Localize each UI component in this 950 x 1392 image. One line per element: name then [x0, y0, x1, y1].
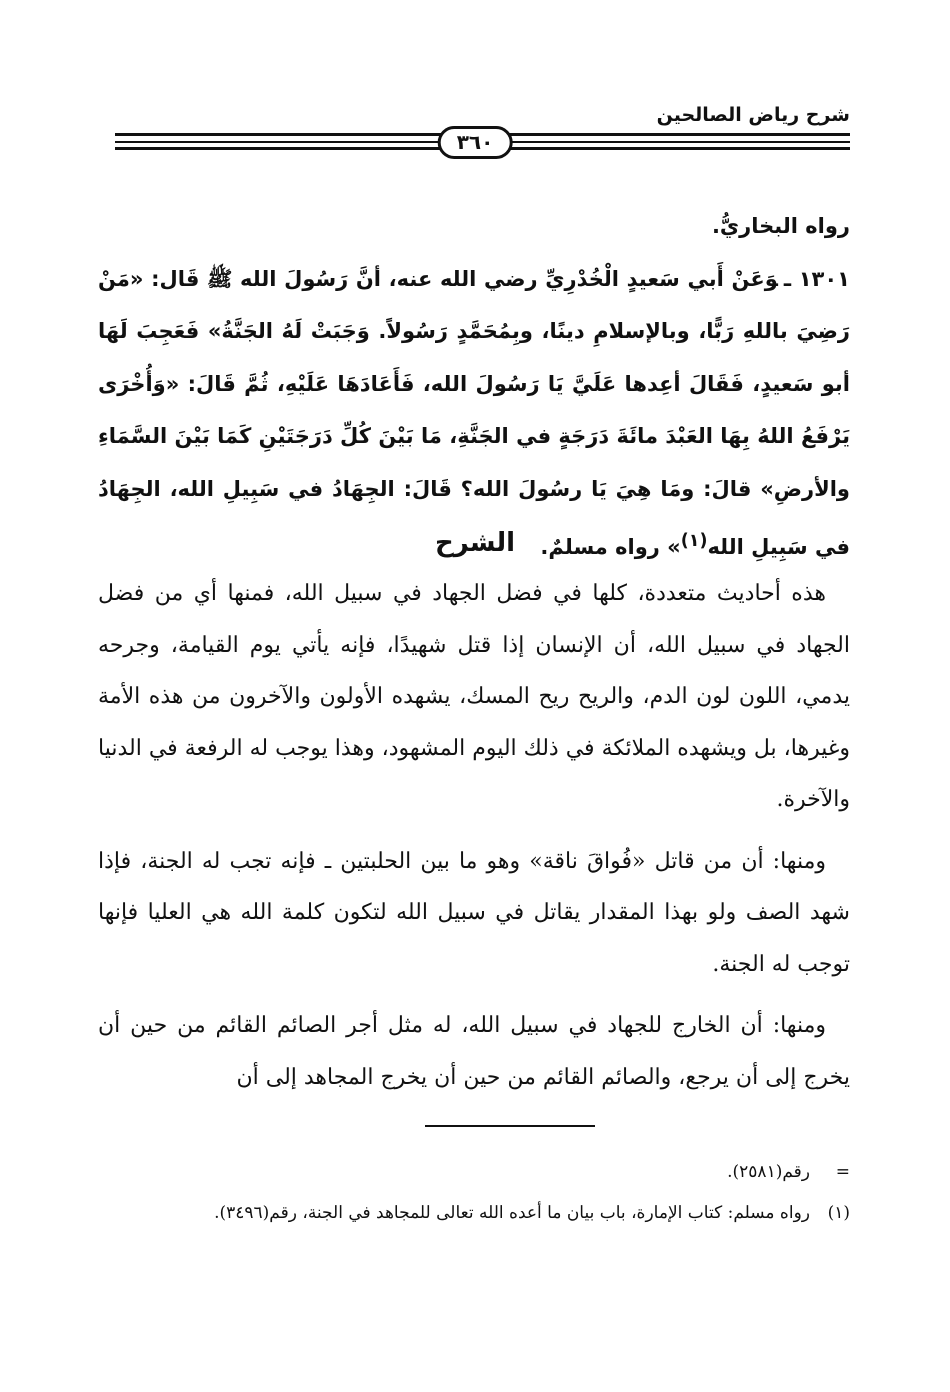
footnote-mark: =	[835, 1162, 850, 1182]
hadith-block	[98, 200, 850, 574]
footnote-continued	[98, 1158, 850, 1187]
hadith-text: وَعَنْ أَبي سَعيدٍ الْخُدْرِيِّ رضي الله عنه، أنَّ رَسُولَ الله ﷺ قَال: «مَنْ رَضِيَ باللهِ رَبًّا، وبالإسلامِ دينًا، وبِمُحَمَّدٍ رَسُولاً. وَجَبَتْ لَهُ الجَنَّةُ» فَعَجِبَ لَهَا أبو سَعيدٍ، فَقَالَ أعِدها عَلَيَّ يَا رَسُولَ الله، فَأَعَادَهَا عَلَيْهِ، ثُمَّ قَالَ: «وَأُخْرَى يَرْفَعُ اللهُ بِهَا العَبْدَ مائَةَ دَرَجَةٍ في الجَنَّةِ، مَا بَيْنَ كُلِّ دَرَجَتَيْنِ كَمَا بَيْنَ السَّمَاءِ والأرضِ» قالَ: ومَا هِيَ يَا رسُولَ الله؟ قَالَ: الجِهَادُ في سَبِيلِ الله، الجِهَادُ في سَبِيلِ الله	[98, 266, 850, 559]
footnote-mark: (١)	[827, 1203, 850, 1223]
commentary-paragraph: ومنها: أن من قاتل «فُواقَ ناقة» وهو ما بين الحلبتين ـ فإنه تجب له الجنة، فإذا شهد الصف ولو بهذا المقدار يقاتل في سبيل الله لتكون كلمة الله هي العليا فإنها توجب له الجنة.	[98, 848, 850, 977]
hadith-number: ١٣٠١ ـ	[783, 266, 850, 291]
footnote-text: رقم(٢٥٨١).	[727, 1162, 810, 1182]
footnote-text: رواه مسلم: كتاب الإمارة، باب بيان ما أعده الله تعالى للمجاهد في الجنة، رقم(٣٤٩٦).	[214, 1203, 810, 1223]
commentary-paragraph: هذه أحاديث متعددة، كلها في فضل الجهاد في سبيل الله، فمنها أي من فضل الجهاد في سبيل الله، أن الإنسان إذا قتل شهيدًا، فإنه يأتي يوم القيامة، وجرحه يدمي، اللون لون الدم، والريح ريح المسك، يشهده الأولون والآخرون من هذه الأمة وغيرها، بل ويشهده الملائكة في ذلك اليوم المشهود، وهذا يوجب له الرفعة في الدنيا والآخرة.	[98, 581, 850, 812]
commentary-body	[98, 568, 850, 1113]
footnote-separator	[425, 1125, 595, 1127]
footnotes	[98, 1158, 850, 1228]
section-title: الشرح	[434, 528, 516, 558]
footnote-item	[98, 1199, 850, 1228]
previous-hadith-source: رواه البخاريُّ.	[711, 214, 850, 238]
footnote-reference: (١)	[680, 531, 708, 551]
page-number: ٣٦٠	[438, 126, 513, 159]
hadith-source: » رواه مسلمٌ.	[540, 535, 681, 559]
commentary-paragraph: ومنها: أن الخارج للجهاد في سبيل الله، له مثل أجر الصائم القائم من حين أن يخرج إلى أن يرجع، والصائم القائم من حين أن يخرج المجاهد إلى أن	[98, 1013, 850, 1090]
running-title: شرح رياض الصالحين	[656, 104, 850, 126]
